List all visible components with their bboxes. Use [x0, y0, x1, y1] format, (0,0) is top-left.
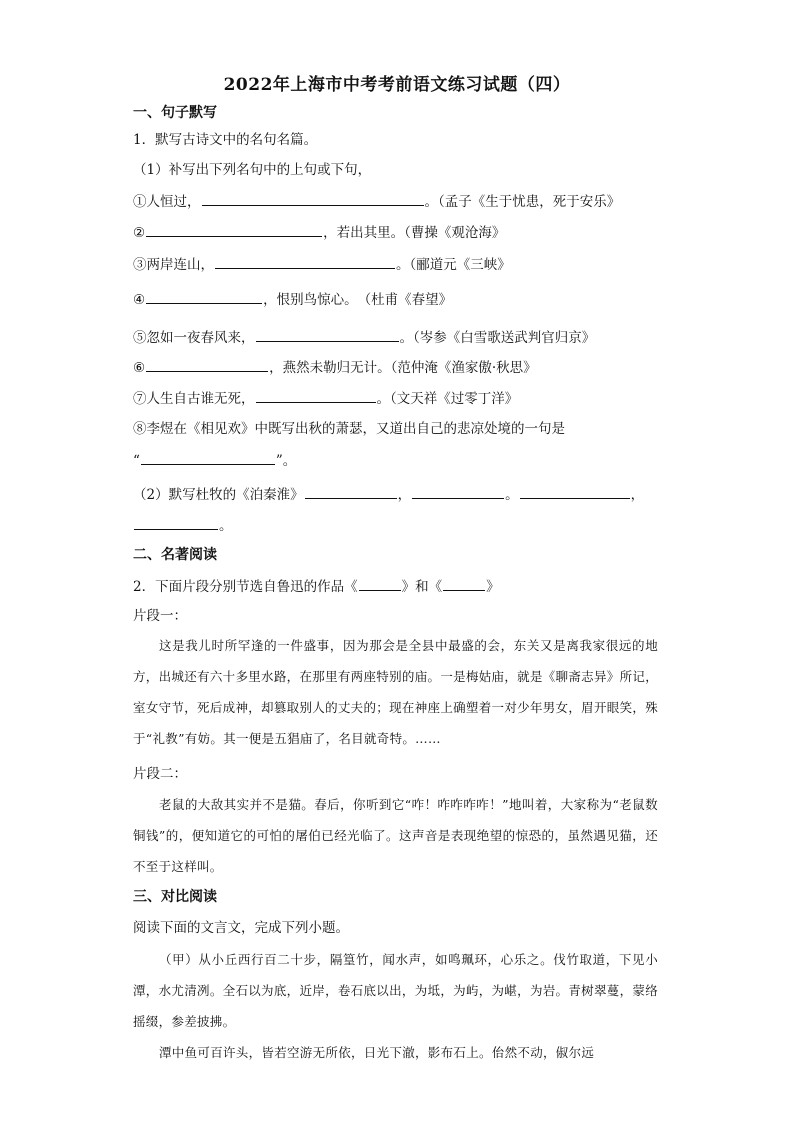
sub-question-2-prefix: （2）默写杜牧的《泊秦淮》 [133, 487, 304, 503]
fill-item-3 [133, 255, 511, 274]
answer-blank[interactable] [215, 255, 395, 269]
close-quote: ”。 [275, 453, 297, 469]
punct: ， [630, 487, 645, 503]
answer-blank[interactable] [412, 485, 504, 499]
answer-blank[interactable] [146, 223, 322, 237]
fill-item-prefix: ③两岸连山， [133, 257, 214, 273]
answer-blank[interactable] [520, 485, 630, 499]
punct: 。 [505, 487, 519, 503]
punct: ， [397, 487, 412, 503]
fill-item-suffix: 。（岑参《白雪歌送武判官归京》 [399, 330, 596, 346]
fill-item-suffix: ，若出其里。（曹操《观沧海》 [323, 225, 506, 241]
fragment-2-label: 片段二： [133, 766, 187, 782]
section-heading-1: 一、句子默写 [133, 105, 217, 121]
answer-blank[interactable] [202, 192, 424, 206]
reading-instruction: 阅读下面的文言文，完成下列小题。 [133, 920, 349, 936]
fill-item-prefix: ①人恒过， [133, 194, 201, 210]
question-2 [133, 577, 500, 596]
section-heading-2: 二、名著阅读 [133, 547, 217, 563]
fill-item-prefix: ⑤忽如一夜春风来， [133, 330, 255, 346]
fill-item-2 [133, 223, 505, 242]
answer-blank[interactable] [305, 485, 397, 499]
sub-question-2 [133, 485, 644, 504]
classical-text [133, 944, 658, 1068]
fill-item-suffix: 。（郦道元《三峡》 [396, 257, 511, 273]
question-2-mid: 》和《 [401, 579, 443, 595]
sub-question-2-cont [133, 516, 233, 535]
answer-blank[interactable] [359, 577, 401, 591]
open-quote: “ [133, 453, 140, 469]
fragment-2-text [133, 789, 658, 882]
fragment-1-paragraph: 这是我儿时所罕逢的一件盛事，因为那会是全县中最盛的会，东关又是离我家很远的地方，出城还有六十多里水路，在那里有两座特别的庙。一是梅姑庙，就是《聊斋志异》所记，室女守节，死后成神，却篡取别人的丈夫的；现在神座上确塑着一对少年男女，眉开眼笑，殊于“礼教”有妨。其一便是五猖庙了，名目就奇特。…… [133, 638, 658, 746]
fill-item-1 [133, 192, 620, 211]
fill-item-suffix: 。（文天祥《过零丁洋》 [376, 391, 519, 407]
punct: 。 [219, 518, 233, 534]
fill-item-prefix: ⑦人生自古谁无死， [133, 391, 255, 407]
fill-item-prefix: ⑥ [133, 360, 146, 376]
fill-item-suffix: ，恨别鸟惊心。 （杜甫《春望》 [263, 292, 453, 308]
fill-item-6 [133, 358, 537, 377]
answer-blank[interactable] [443, 577, 485, 591]
question-2-suffix: 》 [486, 579, 500, 595]
answer-blank[interactable] [146, 290, 262, 304]
question-1: 1．默写古诗文中的名句名篇。 [133, 132, 318, 148]
fill-item-suffix: ，燕然未勒归无计。（范仲淹《渔家傲·秋思》 [269, 360, 537, 376]
page-title: 2022年上海市中考考前语文练习试题（四） [223, 75, 571, 95]
fill-item-prefix: ② [133, 225, 146, 241]
fragment-2-paragraph: 老鼠的大敌其实并不是猫。春后，你听到它“咋！咋咋咋咋！”地叫着，大家称为“老鼠数铜钱”的，便知道它的可怕的屠伯已经光临了。这声音是表现绝望的惊恐的，虽然遇见猫，还不至于这样叫。 [133, 797, 658, 874]
section-heading-3: 三、对比阅读 [133, 889, 217, 905]
fill-item-suffix: 。（孟子《生于忧患，死于安乐》 [424, 194, 621, 210]
fill-item-4 [133, 290, 452, 309]
classical-paragraph-1: （甲）从小丘西行百二十步，隔篁竹，闻水声，如鸣珮环，心乐之。伐竹取道，下见小潭，水尤清冽。全石以为底，近岸，卷石底以出，为坻，为屿，为嵁，为岩。青树翠蔓，蒙络摇缀，参差披拂。 [133, 952, 658, 1029]
fragment-1-text [133, 630, 658, 754]
fragment-1-label: 片段一： [133, 608, 187, 624]
fill-item-5 [133, 328, 595, 347]
fill-item-8: ⑧李煜在《相见欢》中既写出秋的萧瑟，又道出自己的悲凉处境的一句是 [133, 421, 565, 437]
answer-blank[interactable] [256, 389, 376, 403]
fill-item-7 [133, 389, 518, 408]
fill-item-prefix: ④ [133, 292, 146, 308]
sub-question-1: （1）补写出下列名句中的上句或下句， [133, 162, 372, 178]
answer-blank[interactable] [256, 328, 399, 342]
answer-blank[interactable] [146, 358, 268, 372]
answer-blank[interactable] [141, 451, 275, 465]
classical-paragraph-2: 潭中鱼可百许头，皆若空游无所依，日光下澈，影布石上。佁然不动，俶尔远 [159, 1045, 595, 1060]
answer-blank[interactable] [134, 516, 218, 530]
fill-item-8-answer [133, 451, 296, 470]
question-2-prefix: 2．下面片段分别节选自鲁迅的作品《 [133, 579, 358, 595]
